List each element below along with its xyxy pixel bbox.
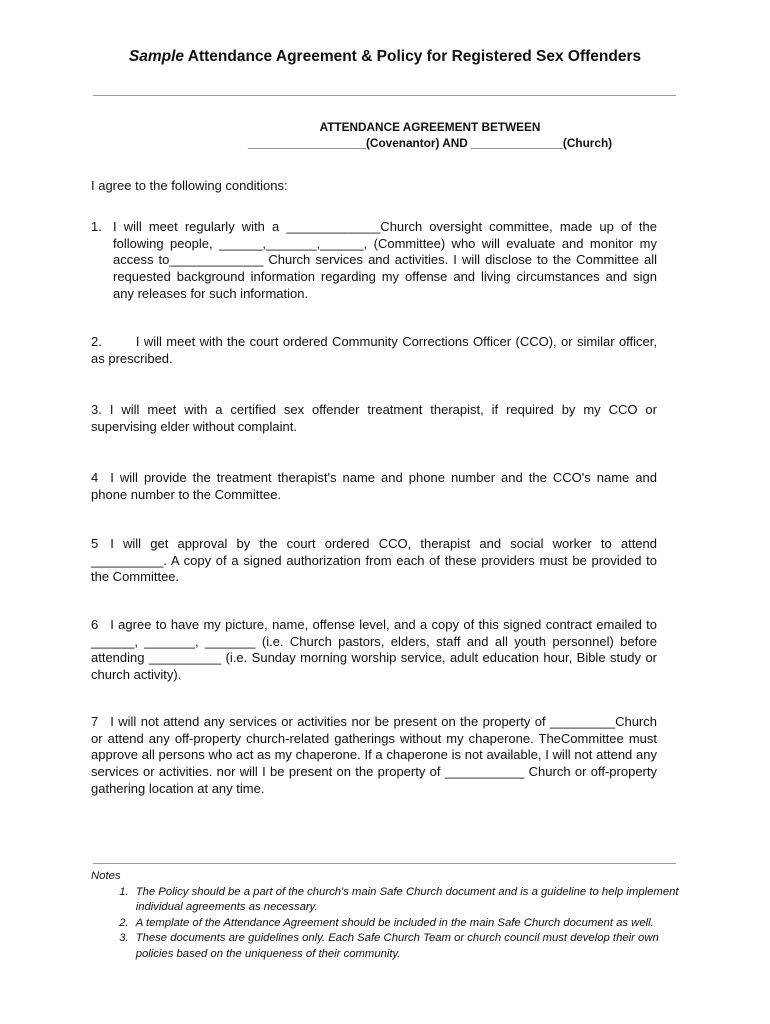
- item-text: I agree to have my picture, name, offense level, and a copy of this signed contract emailed to ______, _______, _______ (i.e. Church pastors, elders, staff and all youth personnel) before attending __________ (i.e. Sunday morning worship service, adult education hour, Bible study or church activity).: [91, 617, 657, 683]
- agreement-heading: [200, 119, 660, 151]
- item-number: 2.: [91, 334, 102, 349]
- note-number: 1.: [119, 885, 129, 898]
- note-item-1: [91, 885, 691, 916]
- condition-item-6: [91, 617, 657, 684]
- note-number: 2.: [119, 916, 129, 929]
- item-text: I will meet with a certified sex offender treatment therapist, if required by my CCO or supervising elder without complaint.: [91, 402, 657, 434]
- item-number: 4: [91, 470, 99, 485]
- top-divider: [93, 95, 676, 96]
- item-text: I will meet with the court ordered Community Corrections Officer (CCO), or similar officer, as prescribed.: [91, 334, 657, 366]
- note-text: A template of the Attendance Agreement should be included in the main Safe Church document as well.: [135, 916, 654, 929]
- item-number: 7: [91, 714, 99, 729]
- notes-divider: [93, 863, 676, 864]
- item-number: 1.: [91, 219, 102, 234]
- item-number: 6: [91, 617, 99, 632]
- heading-line-2: __________________(Covenantor) AND ______________(Church): [247, 136, 613, 150]
- notes-section: [91, 869, 691, 962]
- title-rest: Attendance Agreement & Policy for Registered Sex Offenders: [184, 48, 642, 65]
- intro-text: I agree to the following conditions:: [91, 178, 288, 193]
- condition-item-1: [91, 219, 657, 303]
- item-text: I will meet regularly with a _____________Church oversight committee, made up of the following people, ______,_______,______, (Committee) who will evaluate and monitor my access to_____________ Church services and activities. I will disclose to the Committee all requested background information regarding my offense and living circumstances and sign any releases for such information.: [113, 219, 657, 301]
- note-item-2: [91, 916, 691, 932]
- condition-item-3: [91, 402, 657, 435]
- notes-label: Notes: [91, 870, 121, 882]
- condition-item-2: [91, 334, 657, 367]
- condition-item-5: [91, 536, 657, 586]
- item-text: I will provide the treatment therapist's name and phone number and the CCO's name and phone number to the Committee.: [91, 470, 657, 502]
- item-number: 5: [91, 536, 99, 551]
- condition-item-7: [91, 714, 657, 798]
- note-text: The Policy should be a part of the church's main Safe Church document and is a guideline to help implement individual agreements as necessary.: [135, 885, 679, 913]
- condition-item-4: [91, 470, 657, 503]
- heading-line-1: ATTENDANCE AGREEMENT BETWEEN: [319, 120, 541, 134]
- note-number: 3.: [119, 932, 129, 944]
- page-title: [0, 48, 770, 66]
- title-italic: Sample: [128, 48, 185, 65]
- item-text: I will not attend any services or activities nor be present on the property of _________Church or attend any off-property church-related gatherings without my chaperone. TheCommittee must approve all persons who act as my chaperone. If a chaperone is not available, I will not attend any services or activities. nor will I be present on the property of ___________ Church or off-property gathering location at any time.: [91, 714, 657, 796]
- item-text: I will get approval by the court ordered CCO, therapist and social worker to attend __________. A copy of a signed authorization from each of these providers must be provided to the Committee.: [91, 536, 657, 585]
- note-item-3: [91, 931, 691, 962]
- item-number: 3.: [91, 402, 102, 417]
- note-text: These documents are guidelines only. Each Safe Church Team or church council must develop their own policies based on the uniqueness of their community.: [135, 932, 659, 960]
